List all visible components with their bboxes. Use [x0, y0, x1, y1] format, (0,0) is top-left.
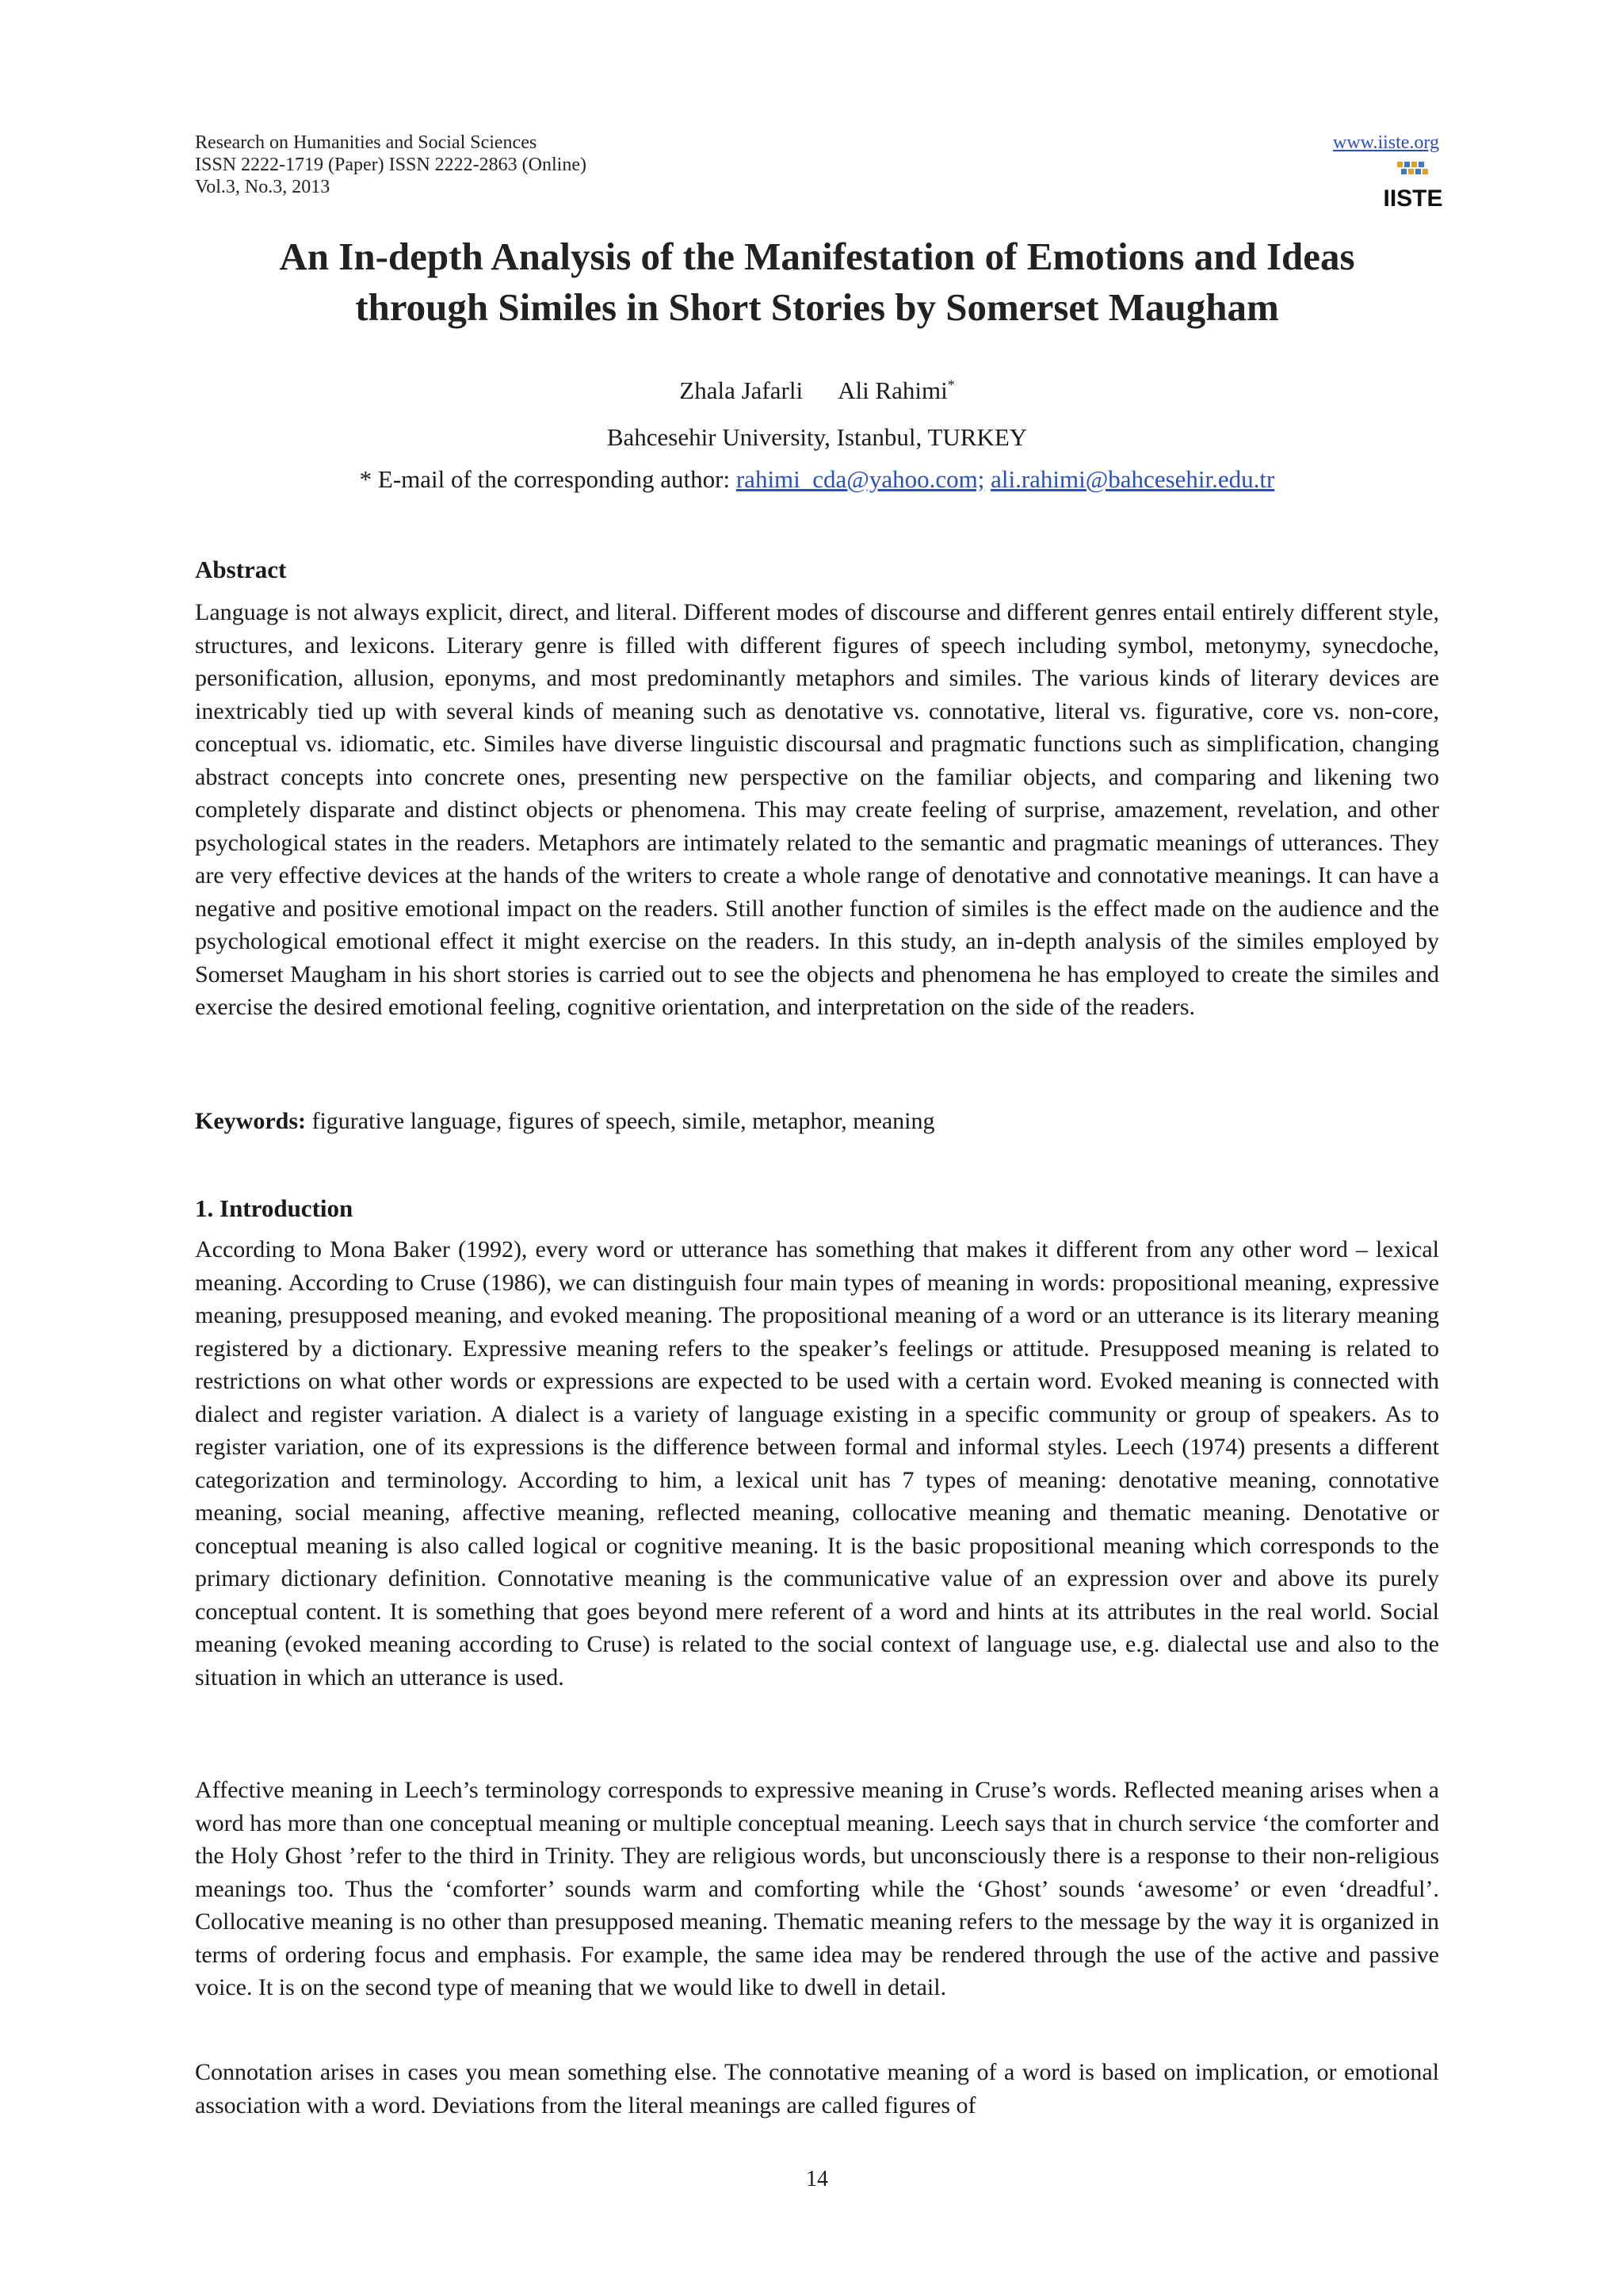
abstract-heading: Abstract: [195, 556, 287, 583]
abstract-text: Language is not always explicit, direct, and literal. Different modes of discourse and different genres entail entirely different style, structures, and lexicons. Literary genre is filled with different figures of speech including symbol, metonymy, synecdoche, personification, allusion, eponyms, and most predominantly metaphors and similes. The various kinds of literary devices are inextricably tied up with several kinds of meaning such as denotative vs. connotative, literal vs. figurative, core vs. non-core, conceptual vs. idiomatic, etc. Similes have diverse linguistic discoursal and pragmatic functions such as simplification, changing abstract concepts into concrete ones, presenting new perspective on the familiar objects, and comparing and likening two completely disparate and distinct objects or phenomena. This may create feeling of surprise, amazement, revelation, and other psychological states in the readers. Metaphors are intimately related to the semantic and pragmatic meanings of utterances. They are very effective devices at the hands of the writers to create a whole range of denotative and connotative meanings. It can have a negative and positive emotional impact on the readers. Still another function of similes is the effect made on the audience and the psychological emotional effect it might exercise on the readers. In this study, an in-depth analysis of the similes employed by Somerset Maugham in his short stories is carried out to see the objects and phenomena he has employed to create the similes and exercise the desired emotional feeling, cognitive orientation, and interpretation on the side of the readers.: [195, 599, 1439, 1020]
introduction-heading: 1. Introduction: [195, 1194, 353, 1222]
journal-website-block: [1333, 132, 1439, 154]
keywords: [195, 1105, 1439, 1137]
page-number: 14: [806, 2167, 828, 2191]
corresponding-email: [195, 464, 1439, 495]
iiste-logo-icon: [1383, 160, 1443, 212]
author-list: [195, 376, 1439, 406]
journal-info: [195, 132, 586, 198]
title-line-1: An In-depth Analysis of the Manifestation of Emotions and Ideas: [279, 235, 1355, 278]
journal-website-link[interactable]: www.iiste.org: [1333, 132, 1439, 153]
journal-volume: Vol.3, No.3, 2013: [195, 177, 330, 197]
email-link-yahoo[interactable]: rahimi_cda@yahoo.com;: [735, 465, 985, 493]
introduction-paragraph-2: Affective meaning in Leech’s terminology corresponds to expressive meaning in Cruse’s words. Reflected meaning arises when a word has more than one conceptual meaning or multiple conceptual meaning. Leech says that in church service ‘the comforter and the Holy Ghost ’refer to the third in Trinity. They are religious words, but unconsciously there is a response to their non-religious meanings too. Thus the ‘comforter’ sounds warm and comforting while the ‘Ghost’ sounds ‘awesome’ or even ‘dreadful’. Collocative meaning is no other than presupposed meaning. Thematic meaning refers to the message by the way it is organized in terms of ordering focus and emphasis. For example, the same idea may be rendered through the use of the active and passive voice. It is on the second type of meaning that we would like to dwell in detail.: [195, 1777, 1439, 2000]
journal-name: Research on Humanities and Social Sciences: [195, 132, 537, 153]
email-link-university[interactable]: ali.rahimi@bahcesehir.edu.tr: [991, 465, 1275, 493]
email-label: * E-mail of the corresponding author:: [359, 465, 736, 493]
title-line-2: through Similes in Short Stories by Somerset Maugham: [355, 285, 1279, 329]
introduction-paragraph-3: Connotation arises in cases you mean something else. The connotative meaning of a word is based on implication, or emotional association with a word. Deviations from the literal meanings are called figures of: [195, 2059, 1439, 2118]
logo-text: IISTE: [1383, 185, 1443, 212]
author-name: Zhala Jafarli: [679, 376, 804, 404]
author-name: Ali Rahimi: [838, 376, 948, 404]
introduction-paragraph-1: According to Mona Baker (1992), every word or utterance has something that makes it different from any other word – lexical meaning. According to Cruse (1986), we can distinguish four main types of meaning in words: propositional meaning, expressive meaning, presupposed meaning, and evoked meaning. The propositional meaning of a word or an utterance is its literary meaning registered by a dictionary. Expressive meaning refers to the speaker’s feelings or attitude. Presupposed meaning is related to restrictions on what other words or expressions are expected to be used with a certain word. Evoked meaning is connected with dialect and register variation. A dialect is a variety of language existing in a specific community or group of speakers. As to register variation, one of its expressions is the difference between formal and informal styles. Leech (1974) presents a different categorization and terminology. According to him, a lexical unit has 7 types of meaning: denotative meaning, connotative meaning, social meaning, affective meaning, reflected meaning, collocative meaning and thematic meaning. Denotative or conceptual meaning is also called logical or cognitive meaning. It is the basic propositional meaning which corresponds to the primary dictionary definition. Connotative meaning is the communicative value of an expression over and above its purely conceptual content. It is something that goes beyond mere referent of a word and hints at its attributes in the real world. Social meaning (evoked meaning according to Cruse) is related to the social context of language use, e.g. dialectal use and also to the situation in which an utterance is used.: [195, 1236, 1439, 1690]
keywords-label: Keywords:: [195, 1108, 306, 1134]
paper-title: [195, 231, 1439, 333]
keywords-list: figurative language, figures of speech, simile, metaphor, meaning: [305, 1108, 935, 1134]
journal-header: [195, 132, 1443, 219]
corresponding-mark: *: [947, 376, 955, 393]
paper-page: [195, 0, 1443, 2296]
affiliation: Bahcesehir University, Istanbul, TURKEY: [606, 423, 1028, 451]
journal-issn: ISSN 2222-1719 (Paper) ISSN 2222-2863 (Online): [195, 155, 586, 175]
